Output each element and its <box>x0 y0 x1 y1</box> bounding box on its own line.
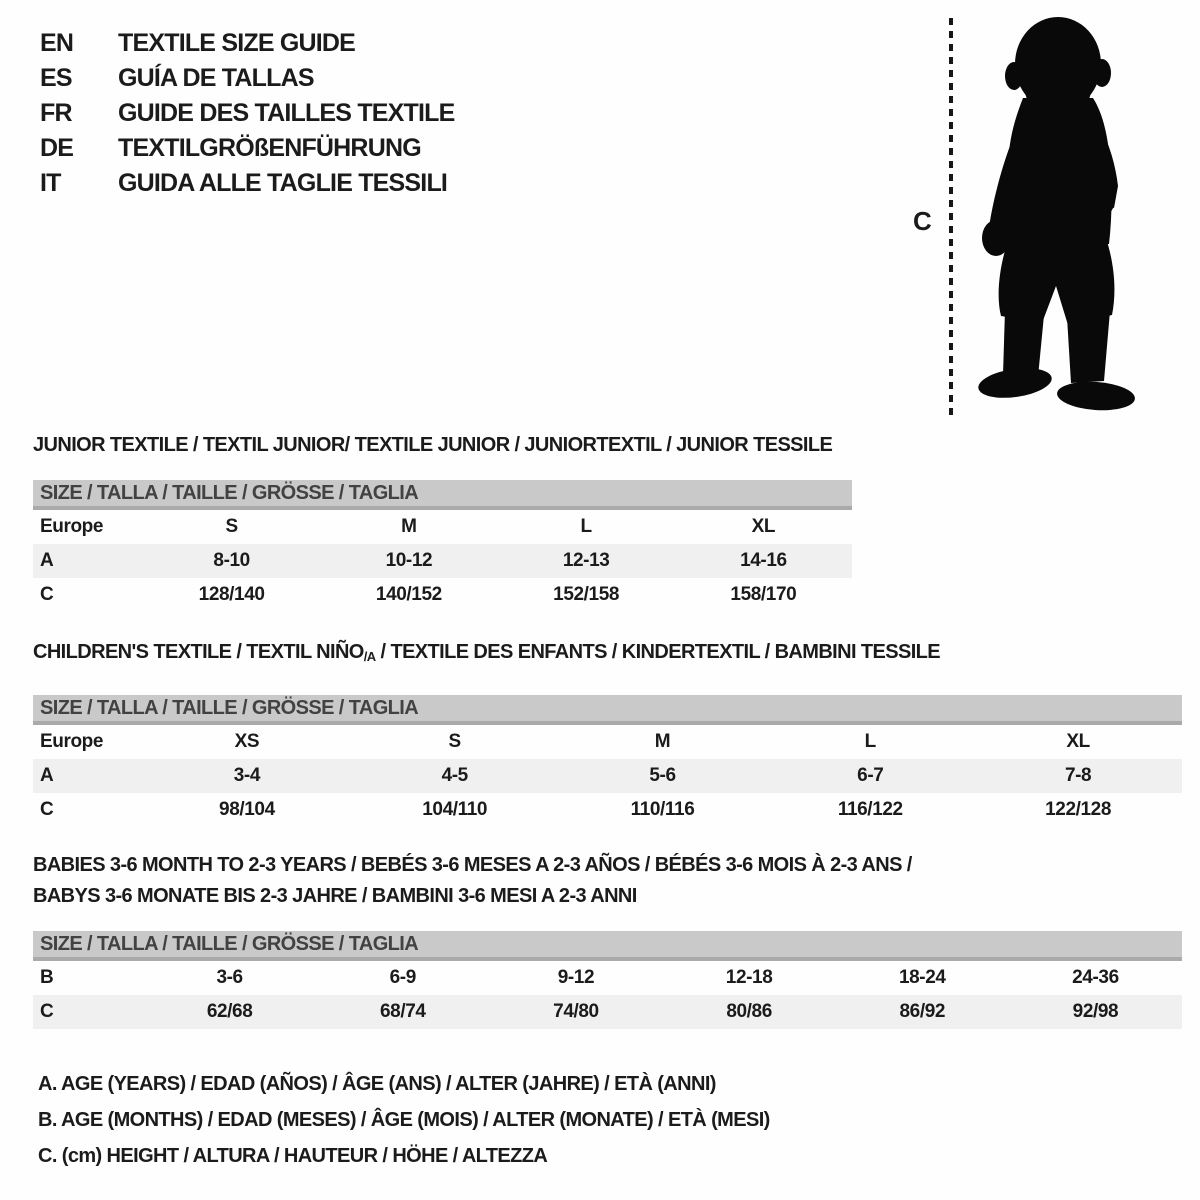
table-row <box>33 759 1182 793</box>
toddler-silhouette-icon <box>963 14 1148 419</box>
height-cell: 140/152 <box>375 584 442 605</box>
size-cell: S <box>225 516 238 537</box>
size-cell: XL <box>751 516 776 537</box>
legend-line-a: A. AGE (YEARS) / EDAD (AÑOS) / ÂGE (ANS) / ALTER (JAHRE) / ETÀ (ANNI) <box>38 1073 716 1095</box>
table-row <box>33 961 1182 995</box>
language-title: GUIDA ALLE TAGLIE TESSILI <box>118 169 448 197</box>
age-cell: 6-9 <box>389 967 416 988</box>
children-section <box>33 640 1182 827</box>
height-measure-dashed-line <box>949 18 953 418</box>
age-cell: 5-6 <box>649 765 676 786</box>
age-cell: 24-36 <box>1072 967 1119 988</box>
legend-line-b: B. AGE (MONTHS) / EDAD (MESES) / ÂGE (MOIS) / ALTER (MONATE) / ETÀ (MESI) <box>38 1109 770 1131</box>
height-cell: 74/80 <box>553 1001 599 1022</box>
age-cell: 10-12 <box>385 550 433 571</box>
table-row <box>33 578 852 612</box>
language-code: IT <box>40 169 61 197</box>
table-row <box>33 510 852 544</box>
children-size-header-bar: SIZE / TALLA / TAILLE / GRÖSSE / TAGLIA <box>33 695 1182 725</box>
language-row-fr <box>40 96 455 131</box>
table-row <box>33 793 1182 827</box>
junior-section-title: JUNIOR TEXTILE / TEXTIL JUNIOR/ TEXTILE JUNIOR / JUNIORTEXTIL / JUNIOR TESSILE <box>33 434 833 456</box>
row-label: C <box>40 1001 54 1022</box>
language-title: TEXTILE SIZE GUIDE <box>118 29 356 57</box>
children-title-text: CHILDREN'S TEXTILE / TEXTIL NIÑO <box>33 641 364 663</box>
size-cell: M <box>401 516 417 537</box>
language-code: ES <box>40 64 72 92</box>
junior-section <box>33 433 852 612</box>
row-label: A <box>40 765 54 786</box>
height-cell: 98/104 <box>219 799 275 820</box>
language-title: GUÍA DE TALLAS <box>118 64 314 92</box>
size-cell: L <box>864 731 876 752</box>
row-label: Europe <box>40 731 104 752</box>
height-cell: 104/110 <box>422 799 488 820</box>
height-cell: 128/140 <box>198 584 265 605</box>
age-cell: 6-7 <box>857 765 884 786</box>
size-cell: XS <box>234 731 260 752</box>
age-cell: 3-4 <box>233 765 261 786</box>
language-row-de <box>40 131 455 166</box>
size-cell: L <box>580 516 592 537</box>
junior-size-header-bar: SIZE / TALLA / TAILLE / GRÖSSE / TAGLIA <box>33 480 852 510</box>
size-cell: S <box>448 731 461 752</box>
language-row-es <box>40 61 455 96</box>
height-cell: 68/74 <box>379 1001 426 1022</box>
height-cell: 158/170 <box>730 584 797 605</box>
language-title: GUIDE DES TAILLES TEXTILE <box>118 99 455 127</box>
age-cell: 8-10 <box>213 550 250 571</box>
row-label: A <box>40 550 54 571</box>
height-measure-label: C <box>913 206 932 236</box>
children-section-title <box>33 640 1182 669</box>
height-cell: 80/86 <box>726 1001 772 1022</box>
height-cell: 116/122 <box>837 799 903 820</box>
height-cell: 62/68 <box>206 1001 253 1022</box>
row-label: C <box>40 584 54 605</box>
legend <box>38 1066 770 1174</box>
table-row <box>33 544 852 578</box>
height-cell: 110/116 <box>630 799 695 820</box>
row-label: C <box>40 799 54 820</box>
size-cell: M <box>654 731 671 752</box>
height-cell: 122/128 <box>1045 799 1112 820</box>
babies-section <box>33 850 1182 1029</box>
language-code: EN <box>40 29 74 57</box>
size-cell: XL <box>1066 731 1090 752</box>
age-cell: 4-5 <box>441 765 468 786</box>
babies-section-title <box>33 850 1182 912</box>
row-label: B <box>40 967 54 988</box>
table-row <box>33 995 1182 1029</box>
age-cell: 18-24 <box>898 967 946 988</box>
age-cell: 12-18 <box>725 967 773 988</box>
babies-title-line2: BABYS 3-6 MONATE BIS 2-3 JAHRE / BAMBINI 3-6 MESI A 2-3 ANNI <box>33 885 637 907</box>
language-title: TEXTILGRÖßENFÜHRUNG <box>118 134 421 162</box>
babies-title-line1: BABIES 3-6 MONTH TO 2-3 YEARS / BEBÉS 3-6 MESES A 2-3 AÑOS / BÉBÉS 3-6 MOIS À 2-3 ANS / <box>33 854 912 876</box>
language-code: FR <box>40 99 72 127</box>
height-cell: 152/158 <box>553 584 620 605</box>
children-title-subscript: /A <box>363 649 376 664</box>
legend-line-c: C. (cm) HEIGHT / ALTURA / HAUTEUR / HÖHE / ALTEZZA <box>38 1145 548 1167</box>
children-title-text: / TEXTILE DES ENFANTS / KINDERTEXTIL / BAMBINI TESSILE <box>375 641 941 663</box>
table-row <box>33 725 1182 759</box>
age-cell: 3-6 <box>216 967 243 988</box>
language-code: DE <box>40 134 74 162</box>
row-label: Europe <box>40 516 104 537</box>
age-cell: 9-12 <box>557 967 595 988</box>
height-cell: 92/98 <box>1072 1001 1119 1022</box>
language-row-en <box>40 26 455 61</box>
language-row-it <box>40 166 455 201</box>
height-cell: 86/92 <box>899 1001 946 1022</box>
age-cell: 12-13 <box>562 550 610 571</box>
language-title-list <box>40 26 455 201</box>
babies-size-header-bar: SIZE / TALLA / TAILLE / GRÖSSE / TAGLIA <box>33 931 1182 961</box>
age-cell: 7-8 <box>1064 765 1092 786</box>
age-cell: 14-16 <box>740 550 787 571</box>
